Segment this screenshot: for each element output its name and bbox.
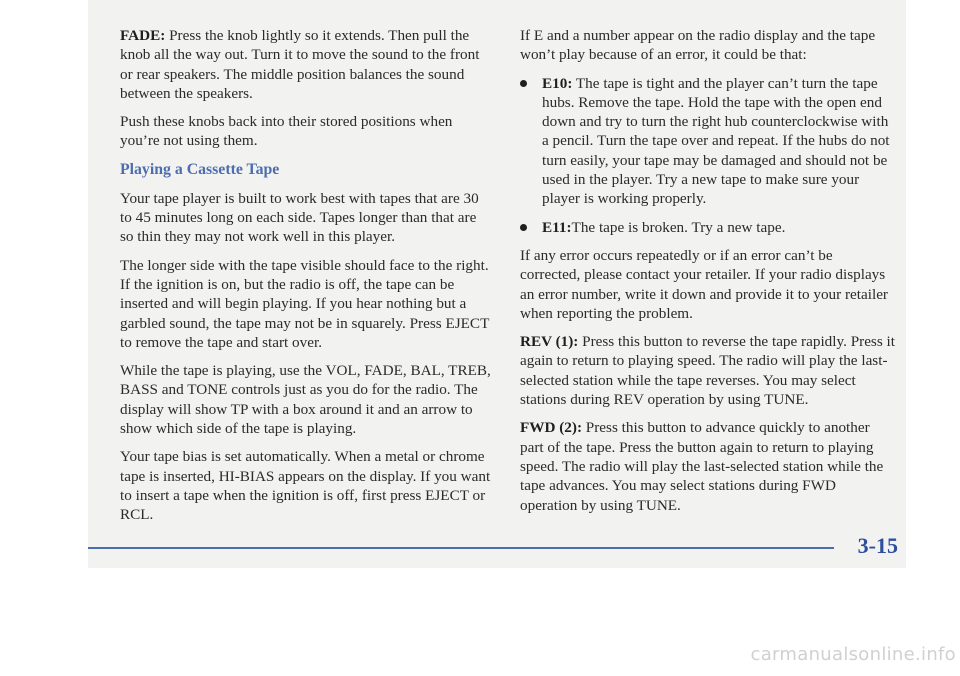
error-e10-item bbox=[520, 74, 896, 209]
fade-label: FADE: bbox=[120, 27, 166, 44]
footer-rule bbox=[88, 547, 834, 549]
e11-text: The tape is broken. Try a new tape. bbox=[571, 218, 786, 236]
e11-label: E11: bbox=[542, 218, 572, 236]
bullet-icon bbox=[520, 80, 527, 87]
tape-bias-paragraph: Your tape bias is set automatically. When a metal or chrome tape is inserted, HI-BIAS appears on the display. If you want to insert a tape when the ignition is off, first press EJECT or RCL. bbox=[120, 448, 491, 524]
fwd-label: FWD (2): bbox=[520, 419, 582, 437]
bullet-icon bbox=[520, 224, 527, 231]
page-number: 3-15 bbox=[857, 533, 898, 558]
rev-text: Press this button to reverse the tape rapidly. Press it again to return to playing speed. The radio will play the last-selected station while the tape reverses. You may select stations during REV operation by using TUNE. bbox=[520, 333, 895, 409]
section-heading-cassette: Playing a Cassette Tape bbox=[120, 160, 280, 178]
rev-label: REV (1): bbox=[520, 333, 579, 351]
watermark-text: carmanualsonline.info bbox=[750, 644, 956, 665]
tape-insert-paragraph: The longer side with the tape visible should face to the right. If the ignition is on, but the radio is off, the tape can be inserted and will begin playing. If you hear nothing but a garbled sound, the tape may not be in squarely. Press EJECT to remove the tape and start over. bbox=[120, 256, 490, 351]
fwd-text: Press this button to advance quickly to another part of the tape. Press the button again to return to playing speed. The radio will play the last-selected station while the tape advances. You may select stations during FWD operation by using TUNE. bbox=[520, 419, 884, 514]
left-column bbox=[120, 26, 492, 534]
e10-text: The tape is tight and the player can’t turn the tape hubs. Remove the tape. Hold the tape with the open end down and try to turn the right hub counterclockwise with a pencil. Turn the tape over and repeat. If the hubs do not turn easily, your tape may be damaged and should not be used in the player. Try a new tape to make sure your player is working properly. bbox=[542, 74, 890, 208]
right-column bbox=[520, 26, 896, 524]
error-e11-item bbox=[520, 218, 896, 237]
tape-controls-paragraph: While the tape is playing, use the VOL, FADE, BAL, TREB, BASS and TONE controls just as you do for the radio. The display will show TP with a box around it and an arrow to show which side of the tape is playing. bbox=[120, 362, 491, 438]
push-knobs-paragraph: Push these knobs back into their stored positions when you’re not using them. bbox=[120, 113, 453, 150]
error-contact-paragraph: If any error occurs repeatedly or if an error can’t be corrected, please contact your retailer. If your radio displays an error number, write it down and provide it to your retailer when reporting the problem. bbox=[520, 246, 888, 322]
rev-paragraph bbox=[520, 332, 896, 409]
e10-label: E10: bbox=[542, 74, 573, 92]
manual-page bbox=[88, 0, 906, 568]
error-intro-paragraph: If E and a number appear on the radio display and the tape won’t play because of an error, it could be that: bbox=[520, 27, 876, 64]
fwd-paragraph bbox=[520, 418, 896, 514]
tape-length-paragraph: Your tape player is built to work best with tapes that are 30 to 45 minutes long on each side. Tapes longer than that are so thin they may not work well in this player. bbox=[120, 189, 479, 246]
fade-paragraph bbox=[120, 26, 492, 103]
fade-text: Press the knob lightly so it extends. Then pull the knob all the way out. Turn it to move the sound to the front or rear speakers. The middle position balances the sound between the speakers. bbox=[120, 27, 480, 102]
